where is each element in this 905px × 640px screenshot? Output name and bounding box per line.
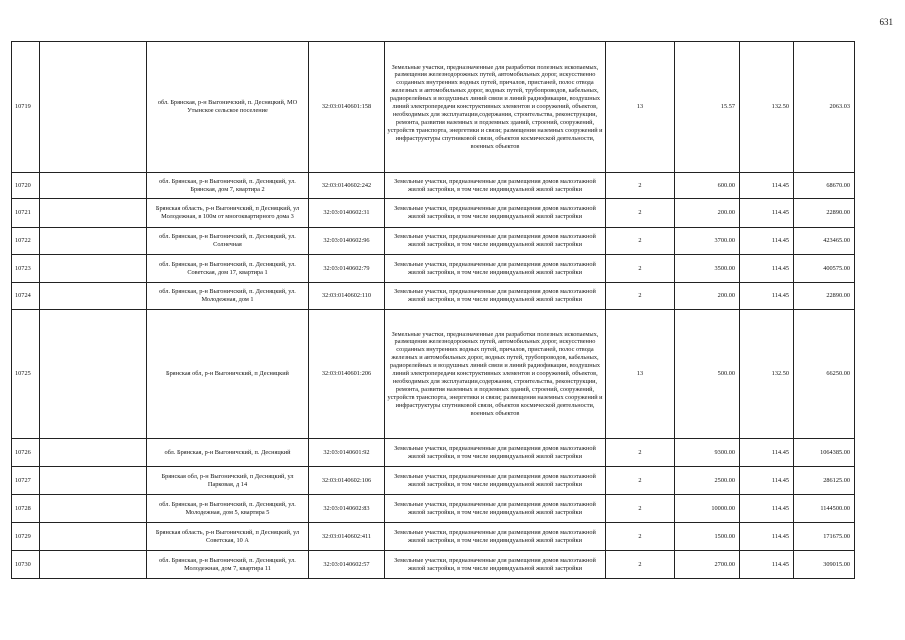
empty-cell bbox=[40, 42, 147, 173]
table-row bbox=[12, 310, 855, 439]
cadastral-value-cell: 309015.00 bbox=[794, 551, 855, 579]
area-cell: 500.00 bbox=[675, 310, 740, 439]
cadastral-value-cell: 423465.00 bbox=[794, 228, 855, 255]
row-number: 10724 bbox=[12, 283, 40, 310]
empty-cell bbox=[40, 310, 147, 439]
use-group-code-cell: 2 bbox=[606, 283, 675, 310]
area-cell: 200.00 bbox=[675, 283, 740, 310]
table-row bbox=[12, 199, 855, 228]
address-cell: обл. Брянская, р-н Выгоничский, п. Десняцкий bbox=[147, 439, 309, 467]
table-row bbox=[12, 495, 855, 523]
specific-value-cell: 114.45 bbox=[740, 199, 794, 228]
cadastral-number-cell: 32:03:0140602:79 bbox=[309, 255, 385, 283]
table-row bbox=[12, 283, 855, 310]
cadastral-value-cell: 171675.00 bbox=[794, 523, 855, 551]
area-cell: 3500.00 bbox=[675, 255, 740, 283]
specific-value-cell: 114.45 bbox=[740, 523, 794, 551]
specific-value-cell: 114.45 bbox=[740, 255, 794, 283]
area-cell: 15.57 bbox=[675, 42, 740, 173]
land-use-cell: Земельные участки, предназначенные для размещения домов малоэтажной жилой застройки, в том числе индивидуальной жилой застройки bbox=[385, 439, 606, 467]
cadastral-value-cell: 1064385.00 bbox=[794, 439, 855, 467]
cadastral-number-cell: 32:03:0140602:96 bbox=[309, 228, 385, 255]
table-row bbox=[12, 523, 855, 551]
address-cell: обл. Брянская, р-н Выгоничский, п. Десняцкий, ул. Молодежная, дом 7, квартира 11 bbox=[147, 551, 309, 579]
cadastral-value-cell: 286125.00 bbox=[794, 467, 855, 495]
row-number: 10723 bbox=[12, 255, 40, 283]
empty-cell bbox=[40, 551, 147, 579]
cadastral-value-cell: 2063.03 bbox=[794, 42, 855, 173]
cadastral-number-cell: 32:03:0140601:92 bbox=[309, 439, 385, 467]
specific-value-cell: 114.45 bbox=[740, 551, 794, 579]
specific-value-cell: 114.45 bbox=[740, 283, 794, 310]
cadastral-value-cell: 1144500.00 bbox=[794, 495, 855, 523]
use-group-code-cell: 13 bbox=[606, 310, 675, 439]
land-use-cell: Земельные участки, предназначенные для размещения домов малоэтажной жилой застройки, в том числе индивидуальной жилой застройки bbox=[385, 523, 606, 551]
land-use-cell: Земельные участки, предназначенные для размещения домов малоэтажной жилой застройки, в том числе индивидуальной жилой застройки bbox=[385, 173, 606, 199]
area-cell: 3700.00 bbox=[675, 228, 740, 255]
table-row bbox=[12, 42, 855, 173]
cadastral-value-cell: 66250.00 bbox=[794, 310, 855, 439]
address-cell: обл. Брянская, р-н Выгоничский, п. Десняцкий, ул. Советская, дом 17, квартира 1 bbox=[147, 255, 309, 283]
empty-cell bbox=[40, 523, 147, 551]
area-cell: 10000.00 bbox=[675, 495, 740, 523]
row-number: 10719 bbox=[12, 42, 40, 173]
table-row bbox=[12, 228, 855, 255]
address-cell: Брянская обл, р-н Выгоничский, п Десняцкий, ул Парковая, д 14 bbox=[147, 467, 309, 495]
empty-cell bbox=[40, 467, 147, 495]
empty-cell bbox=[40, 199, 147, 228]
specific-value-cell: 114.45 bbox=[740, 467, 794, 495]
table-row bbox=[12, 439, 855, 467]
area-cell: 9300.00 bbox=[675, 439, 740, 467]
cadastral-number-cell: 32:03:0140602:83 bbox=[309, 495, 385, 523]
cadastral-number-cell: 32:03:0140601:158 bbox=[309, 42, 385, 173]
empty-cell bbox=[40, 173, 147, 199]
address-cell: обл. Брянская, р-н Выгоничский, п. Десняцкий, ул. Молодежная, дом 1 bbox=[147, 283, 309, 310]
cadastral-number-cell: 32:03:0140602:106 bbox=[309, 467, 385, 495]
use-group-code-cell: 2 bbox=[606, 523, 675, 551]
land-use-cell: Земельные участки, предназначенные для размещения домов малоэтажной жилой застройки, в том числе индивидуальной жилой застройки bbox=[385, 283, 606, 310]
land-use-cell: Земельные участки, предназначенные для разработки полезных ископаемых, размещения железнодорожных путей, автомобильных дорог, искусственно созданных внутренних водных путей, причалов, пристаней, полос отвода железных и автомобильных дорог, водных путей, трубопроводов, кабельных, радиорелейных и воздушных линий связи и линий радиофикации, воздушных линий электропередачи конструктивных элементов и сооружений, объектов, необходимых для эксплуатации,содержания, строительства, реконструкции, ремонта, развития наземных и подземных зданий, строений, сооружений, устройств транспорта, энергетики и связи; размещения наземных сооружений и инфраструктуры спутниковой связи, объектов космической деятельности, военных объектов bbox=[385, 310, 606, 439]
use-group-code-cell: 2 bbox=[606, 199, 675, 228]
specific-value-cell: 114.45 bbox=[740, 173, 794, 199]
cadastral-number-cell: 32:03:0140601:206 bbox=[309, 310, 385, 439]
empty-cell bbox=[40, 228, 147, 255]
address-cell: Брянская обл, р-н Выгоничский, п Десняцкий bbox=[147, 310, 309, 439]
use-group-code-cell: 2 bbox=[606, 173, 675, 199]
area-cell: 1500.00 bbox=[675, 523, 740, 551]
table-row bbox=[12, 255, 855, 283]
land-use-cell: Земельные участки, предназначенные для размещения домов малоэтажной жилой застройки, в том числе индивидуальной жилой застройки bbox=[385, 467, 606, 495]
address-cell: обл. Брянская, р-н Выгоничский, п. Десняцкий, ул. Солнечная bbox=[147, 228, 309, 255]
cadastral-number-cell: 32:03:0140602:57 bbox=[309, 551, 385, 579]
use-group-code-cell: 2 bbox=[606, 551, 675, 579]
specific-value-cell: 132.50 bbox=[740, 310, 794, 439]
row-number: 10728 bbox=[12, 495, 40, 523]
use-group-code-cell: 2 bbox=[606, 467, 675, 495]
empty-cell bbox=[40, 495, 147, 523]
row-number: 10721 bbox=[12, 199, 40, 228]
area-cell: 2700.00 bbox=[675, 551, 740, 579]
cadastral-value-table bbox=[11, 41, 855, 579]
land-use-cell: Земельные участки, предназначенные для размещения домов малоэтажной жилой застройки, в том числе индивидуальной жилой застройки bbox=[385, 228, 606, 255]
empty-cell bbox=[40, 283, 147, 310]
specific-value-cell: 132.50 bbox=[740, 42, 794, 173]
page-number: 631 bbox=[879, 17, 893, 27]
cadastral-value-cell: 22890.00 bbox=[794, 283, 855, 310]
specific-value-cell: 114.45 bbox=[740, 439, 794, 467]
land-use-cell: Земельные участки, предназначенные для разработки полезных ископаемых, размещения железнодорожных путей, автомобильных дорог, искусственно созданных внутренних водных путей, причалов, пристаней, полос отвода железных и автомобильных дорог, водных путей, трубопроводов, кабельных, радиорелейных и воздушных линий связи и линий радиофикации, воздушных линий электропередачи конструктивных элементов и сооружений, объектов, необходимых для эксплуатации,содержания, строительства, реконструкции, ремонта, развития наземных и подземных зданий, строений, сооружений, устройств транспорта, энергетики и связи; размещения наземных сооружений и инфраструктуры спутниковой связи, объектов космической деятельности, военных объектов bbox=[385, 42, 606, 173]
table-row bbox=[12, 173, 855, 199]
address-cell: Брянская область, р-н Выгоничский, п Десняцкий, ул Молодежная, в 100м от многоквартирного дома 3 bbox=[147, 199, 309, 228]
address-cell: Брянская область, р-н Выгоничский, п Десняцкий, ул Советская, 10 А bbox=[147, 523, 309, 551]
specific-value-cell: 114.45 bbox=[740, 495, 794, 523]
cadastral-value-cell: 22890.00 bbox=[794, 199, 855, 228]
row-number: 10727 bbox=[12, 467, 40, 495]
table-row bbox=[12, 551, 855, 579]
area-cell: 200.00 bbox=[675, 199, 740, 228]
row-number: 10726 bbox=[12, 439, 40, 467]
empty-cell bbox=[40, 255, 147, 283]
cadastral-value-cell: 68670.00 bbox=[794, 173, 855, 199]
address-cell: обл. Брянская, р-н Выгоничский, п. Десняцкий, МО Утынское сельское поселение bbox=[147, 42, 309, 173]
address-cell: обл. Брянская, р-н Выгоничский, п. Десняцкий, ул. Молодежная, дом 5, квартира 5 bbox=[147, 495, 309, 523]
address-cell: обл. Брянская, р-н Выгоничский, п. Десняцкий, ул. Брянская, дом 7, квартира 2 bbox=[147, 173, 309, 199]
land-use-cell: Земельные участки, предназначенные для размещения домов малоэтажной жилой застройки, в том числе индивидуальной жилой застройки bbox=[385, 199, 606, 228]
cadastral-value-cell: 400575.00 bbox=[794, 255, 855, 283]
row-number: 10720 bbox=[12, 173, 40, 199]
land-use-cell: Земельные участки, предназначенные для размещения домов малоэтажной жилой застройки, в том числе индивидуальной жилой застройки bbox=[385, 255, 606, 283]
row-number: 10722 bbox=[12, 228, 40, 255]
row-number: 10729 bbox=[12, 523, 40, 551]
cadastral-number-cell: 32:03:0140602:242 bbox=[309, 173, 385, 199]
table-row bbox=[12, 467, 855, 495]
land-use-cell: Земельные участки, предназначенные для размещения домов малоэтажной жилой застройки, в том числе индивидуальной жилой застройки bbox=[385, 495, 606, 523]
cadastral-number-cell: 32:03:0140602:110 bbox=[309, 283, 385, 310]
row-number: 10730 bbox=[12, 551, 40, 579]
use-group-code-cell: 13 bbox=[606, 42, 675, 173]
use-group-code-cell: 2 bbox=[606, 255, 675, 283]
cadastral-number-cell: 32:03:0140602:411 bbox=[309, 523, 385, 551]
land-use-cell: Земельные участки, предназначенные для размещения домов малоэтажной жилой застройки, в том числе индивидуальной жилой застройки bbox=[385, 551, 606, 579]
row-number: 10725 bbox=[12, 310, 40, 439]
empty-cell bbox=[40, 439, 147, 467]
use-group-code-cell: 2 bbox=[606, 495, 675, 523]
area-cell: 2500.00 bbox=[675, 467, 740, 495]
cadastral-number-cell: 32:03:0140602:31 bbox=[309, 199, 385, 228]
use-group-code-cell: 2 bbox=[606, 439, 675, 467]
area-cell: 600.00 bbox=[675, 173, 740, 199]
specific-value-cell: 114.45 bbox=[740, 228, 794, 255]
use-group-code-cell: 2 bbox=[606, 228, 675, 255]
